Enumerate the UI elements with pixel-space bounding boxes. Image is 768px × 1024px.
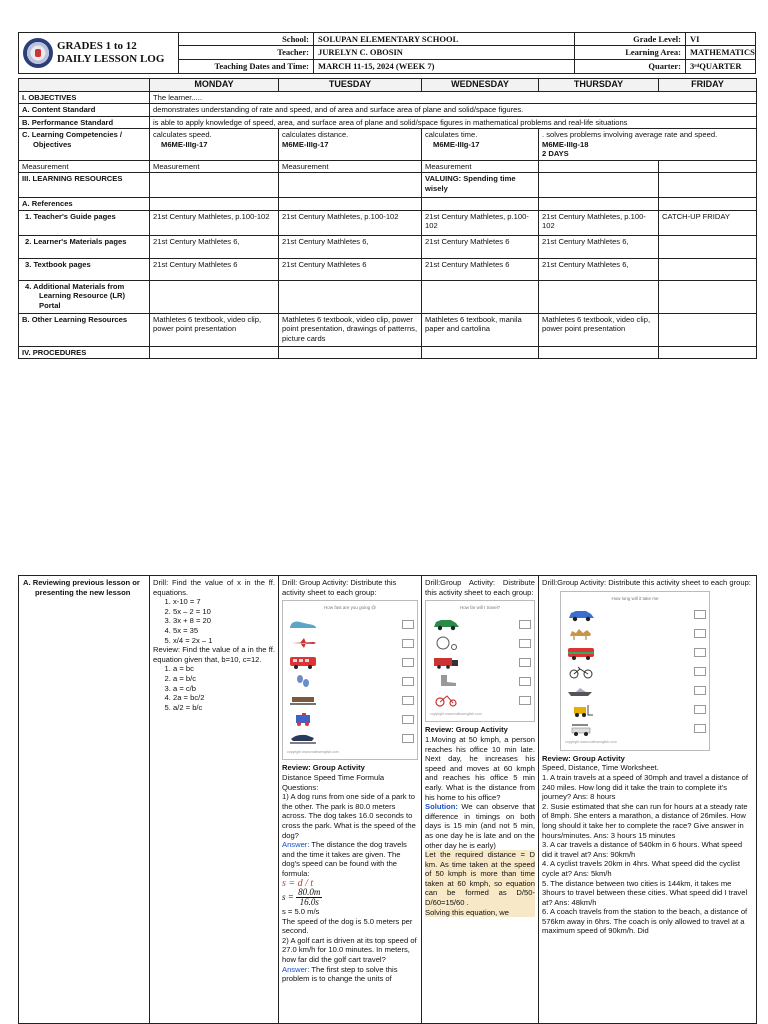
activity-sheet-row [561, 605, 709, 624]
resources-monday [150, 173, 279, 198]
answer-box[interactable] [694, 648, 706, 657]
equation-item: 2. 5x – 2 = 10 [173, 607, 275, 617]
measurement-tuesday: Measurement [279, 160, 422, 173]
activity-sheet-row [561, 662, 709, 681]
textbook-wednesday: 21st Century Mathletes 6 [422, 258, 539, 280]
monday-review-list [153, 664, 275, 712]
teachers-guide-tuesday: 21st Century Mathletes, p.100-102 [279, 210, 422, 235]
activity-sheet-row [561, 681, 709, 700]
resources-thursday [539, 173, 659, 198]
review-item: 4. 2a = bc/2 [173, 693, 275, 703]
competency-text: calculates time. [425, 130, 478, 139]
answer-box[interactable] [694, 629, 706, 638]
content-standard-label: A. Content Standard [19, 104, 150, 117]
additional-materials-friday [659, 280, 757, 313]
fraction [296, 888, 322, 907]
competency-tuesday [279, 129, 422, 161]
school-label: School: [179, 33, 313, 46]
day-thursday: THURSDAY [539, 79, 659, 92]
monday-review: Review: Find the value of a in the ff. equation given that, b=10, c=12. [153, 645, 275, 664]
thursday-review-subtitle: Speed, Distance, Time Worksheet. [542, 763, 659, 773]
answer-box[interactable] [402, 639, 414, 648]
teacher-value: JURELYN C. OBOSIN [313, 46, 574, 59]
competency-code: M6ME-IIIg-18 [542, 139, 589, 149]
competencies-row [19, 129, 757, 161]
competencies-label: C. Learning Competencies / Objectives [19, 129, 150, 161]
learners-materials-friday [659, 235, 757, 258]
golf-cart-icon [564, 722, 598, 736]
references-row [19, 198, 757, 211]
competency-text: calculates distance. [282, 130, 349, 139]
car-icon [429, 617, 463, 631]
plane-icon [286, 636, 320, 650]
bicycle-icon [564, 665, 598, 679]
log-title [57, 40, 164, 66]
title-line-2: DAILY LESSON LOG [57, 53, 165, 65]
tuesday-answer-1b: The speed of the dog is 5.0 meters per second. [282, 916, 413, 936]
wednesday-activity-sheet [425, 600, 535, 722]
train-icon [429, 655, 463, 669]
competency-code: M6ME-IIIg-17 [161, 139, 208, 149]
teacher-label: Teacher: [179, 46, 313, 59]
teachers-guide-row [19, 210, 757, 235]
procedures-monday [150, 346, 279, 359]
textbook-tuesday: 21st Century Mathletes 6 [279, 258, 422, 280]
reviewing-thursday [539, 576, 757, 1024]
activity-sheet-copyright: copyright www.mathsenglish.com [287, 749, 339, 754]
reviewing-lesson-row [19, 576, 757, 1024]
answer-label: Answer: [282, 840, 310, 850]
thursday-review-title: Review: Group Activity [542, 753, 625, 763]
wednesday-solution [425, 802, 535, 850]
tuesday-review-title: Review: Group Activity [282, 763, 365, 773]
penny-farthing-icon [429, 636, 463, 650]
other-resources-tuesday: Mathletes 6 textbook, video clip, power point presentation, drawings of patterns, picture cards [279, 313, 422, 346]
car-icon [564, 608, 598, 622]
other-resources-wednesday: Mathletes 6 textbook, manila paper and cartolina [422, 313, 539, 346]
review-item: 2. a = b/c [173, 674, 275, 684]
learners-materials-monday: 21st Century Mathletes 6, [150, 235, 279, 258]
learners-materials-label: 2. Learner's Materials pages [19, 235, 150, 258]
activity-sheet-row [283, 729, 417, 748]
learners-materials-tuesday: 21st Century Mathletes 6, [279, 235, 422, 258]
quarter-label: Quarter: [648, 61, 681, 72]
fraction-numerator: 80.0m [298, 887, 321, 898]
activity-sheet-title: How fast are you going @ [324, 605, 376, 611]
tuesday-result: s = 5.0 m/s [282, 907, 320, 917]
additional-materials-thursday [539, 280, 659, 313]
competency-code: M6ME-IIIg-17 [433, 139, 480, 149]
additional-materials-wednesday [422, 280, 539, 313]
monday-drill: Drill: Find the value of x in the ff. equations. [153, 578, 275, 597]
answer-box[interactable] [519, 658, 531, 667]
activity-sheet-title: How far will I travel? [459, 605, 501, 611]
tuesday-answer-1 [282, 840, 418, 878]
textbook-label: 3. Textbook pages [19, 258, 150, 280]
other-resources-friday [659, 313, 757, 346]
answer-box[interactable] [402, 677, 414, 686]
speed-fraction [282, 888, 418, 907]
thursday-problem: 1. A train travels at a speed of 30mph and travel a distance of 240 miles. How long did it take the train to complete it's journey? Ans: 8 hours [542, 772, 749, 802]
activity-sheet-row [561, 643, 709, 662]
activity-sheet-row [283, 672, 417, 691]
other-resources-label: B. Other Learning Resources [19, 313, 150, 346]
equation-item: 1. x-10 = 7 [173, 597, 275, 607]
review-item: 3. a = c/b [173, 684, 275, 694]
measurement-monday: Measurement [150, 160, 279, 173]
fraction-denominator: 16.0s [299, 897, 319, 908]
review-item: 5. a/2 = b/c [173, 703, 275, 713]
other-resources-monday: Mathletes 6 textbook, video clip, power point presentation [150, 313, 279, 346]
content-standard-text: demonstrates understanding of rate and speed, and of area and surface area of plane and solid/space figures. [150, 104, 757, 117]
competency-thursday [539, 129, 757, 161]
procedures-tuesday [279, 346, 422, 359]
boot-icon [429, 674, 463, 688]
textbook-row [19, 258, 757, 280]
grade-label: Grade Level: [575, 33, 685, 46]
corner-cell [19, 79, 150, 92]
procedures-heading: IV. PROCEDURES [19, 346, 150, 359]
camel-icon [564, 627, 598, 641]
additional-materials-tuesday [279, 280, 422, 313]
learners-materials-thursday: 21st Century Mathletes 6, [539, 235, 659, 258]
answer-box[interactable] [519, 677, 531, 686]
reviewing-wednesday [422, 576, 539, 1024]
area-label: Learning Area: [575, 46, 685, 59]
activity-sheet-row [426, 653, 534, 672]
area-value: MATHEMATICS [685, 46, 755, 59]
references-friday [659, 198, 757, 211]
procedures-friday [659, 346, 757, 359]
teachers-guide-monday: 21st Century Mathletes, p.100-102 [150, 210, 279, 235]
answer-box[interactable] [519, 696, 531, 705]
equation-item: 3. 3x + 8 = 20 [173, 616, 275, 626]
answer-box[interactable] [694, 705, 706, 714]
learner-text: The learner..... [150, 91, 757, 104]
grade-value: VI [685, 33, 755, 46]
reviewing-tuesday [279, 576, 422, 1024]
resources-tuesday [279, 173, 422, 198]
activity-sheet-row [283, 710, 417, 729]
quarter-number: 3 [690, 61, 695, 72]
bus-icon [564, 646, 598, 660]
procedures-table [18, 575, 757, 1024]
activity-sheet-row [283, 615, 417, 634]
resources-heading: III. LEARNING RESOURCES [19, 173, 150, 198]
additional-materials-label: 4. Additional Materials from Learning Resource (LR) Portal [19, 280, 150, 313]
textbook-friday [659, 258, 757, 280]
textbook-thursday: 21st Century Mathletes 6, [539, 258, 659, 280]
deped-seal-icon [23, 38, 53, 68]
activity-sheet-copyright: copyright www.mathsenglish.com [430, 711, 482, 716]
objectives-row [19, 91, 757, 104]
lesson-plan-table [18, 78, 757, 359]
references-wednesday [422, 198, 539, 211]
answer-text: The first step to solve this problem is to change the units of [282, 964, 398, 984]
textbook-monday: 21st Century Mathletes 6 [150, 258, 279, 280]
activity-sheet-row [426, 615, 534, 634]
thursday-problem: 3. A car travels a distance of 540km in 6 hours. What speed did it travel at? Ans: 90km/h [542, 840, 743, 859]
answer-box[interactable] [694, 667, 706, 676]
answer-box[interactable] [694, 724, 706, 733]
answer-box[interactable] [519, 639, 531, 648]
answer-box[interactable] [402, 696, 414, 705]
wednesday-question-1: 1.Moving at 50 kmph, a person reaches his office 10 min late. Next day, he increases his speed and moves at 60 kmph and reaches his office 5 min early. What is the distance from his home to his office? [425, 734, 535, 802]
quarter-value [685, 60, 755, 73]
day-header-row [19, 79, 757, 92]
tuesday-question-2: 2) A golf cart is driven at its top speed of 27.0 km/h for 10.0 minutes. In meters, how far did the golf cart travel? [282, 935, 417, 965]
resources-friday [659, 173, 757, 198]
equation-item: 5. x/4 = 2x – 1 [173, 636, 275, 646]
bus-icon [286, 655, 320, 669]
procedures-row [19, 346, 757, 359]
activity-sheet-row [283, 653, 417, 672]
procedures-wednesday [422, 346, 539, 359]
competency-code: M6ME-IIIg-17 [282, 139, 329, 149]
activity-sheet-row [426, 634, 534, 653]
day-tuesday: TUESDAY [279, 79, 422, 92]
thursday-drill: Drill:Group Activity: Distribute this activity sheet to each group: [542, 578, 751, 587]
header [18, 32, 756, 74]
shoe-icon [286, 617, 320, 631]
teachers-guide-thursday: 21st Century Mathletes, p.100-102 [539, 210, 659, 235]
teachers-guide-wednesday: 21st Century Mathletes, p.100-102 [422, 210, 539, 235]
thursday-problem: 4. A cyclist travels 20km in 4hrs. What speed did the cyclist cycle at? Ans: 5km/h [542, 859, 740, 878]
objectives-heading: I. OBJECTIVES [19, 91, 150, 104]
activity-sheet-row [561, 719, 709, 738]
learners-materials-wednesday: 21st Century Mathletes 6 [422, 235, 539, 258]
equation-item: 4. 5x = 35 [173, 626, 275, 636]
catch-up-friday: CATCH-UP FRIDAY [659, 210, 757, 235]
activity-sheet-row [283, 691, 417, 710]
day-wednesday: WEDNESDAY [422, 79, 539, 92]
dates-value: MARCH 11-15, 2024 (WEEK 7) [313, 60, 574, 73]
tuesday-review-subtitle: Distance Speed Time Formula Questions: [282, 772, 385, 792]
measurement-thursday [539, 160, 659, 173]
measurement-friday [659, 160, 757, 173]
answer-box[interactable] [519, 620, 531, 629]
tricycle-icon [429, 693, 463, 707]
thursday-problem: 5. The distance between two cities is 144km, it takes me 3hours to travel between these cities. What speed did I travel at? Ans: 48km/h [542, 878, 748, 907]
dates-label: Teaching Dates and Time: [214, 61, 309, 72]
competency-duration: 2 DAYS [542, 149, 569, 158]
speed-formula: s = d / t [282, 877, 314, 889]
reviewing-lesson-label: A. Reviewing previous lesson or presenting the new lesson [19, 576, 150, 1024]
content-standard-row [19, 104, 757, 117]
monday-equation-list [153, 597, 275, 645]
wednesday-review-title: Review: Group Activity [425, 725, 508, 735]
tuesday-drill: Drill: Group Activity: Distribute this activity sheet to each group: [282, 578, 397, 597]
answer-box[interactable] [402, 715, 414, 724]
competency-monday [150, 129, 279, 161]
sled-icon [286, 693, 320, 707]
answer-box[interactable] [402, 658, 414, 667]
wednesday-equation-note: Let the required distance = D km. As time taken at the speed of 50 kmph is more than time taken at 60 kmph, so equation can be formed as D/50-D/60=15/60 . [425, 850, 535, 908]
day-friday: FRIDAY [659, 79, 757, 92]
references-monday [150, 198, 279, 211]
competency-text: calculates speed. [153, 130, 212, 139]
tuesday-activity-sheet [282, 600, 418, 760]
tuesday-question-1: 1) A dog runs from one side of a park to the other. The park is 80.0 meters across. The dog takes 16.0 seconds to cross the park. What is the speed of the dog? [282, 792, 416, 840]
references-label: A. References [19, 198, 150, 211]
answer-box[interactable] [694, 610, 706, 619]
activity-sheet-row [561, 700, 709, 719]
answer-text: The distance the dog travels and the time it takes are given. The dog's speed can be found with the formula: [282, 840, 407, 878]
answer-box[interactable] [694, 686, 706, 695]
activity-sheet-row [426, 691, 534, 710]
activity-sheet-row [426, 672, 534, 691]
tuesday-answer-2 [282, 965, 418, 984]
activity-sheet-row [561, 624, 709, 643]
snowmobile-icon [286, 731, 320, 745]
learners-materials-row [19, 235, 757, 258]
performance-standard-row [19, 116, 757, 129]
footprints-icon [286, 674, 320, 688]
answer-box[interactable] [402, 734, 414, 743]
solution-text: We can observe that difference in timings on both days is 15 min (and not 5 min, as one day he is late and on the other day he is early) [425, 802, 535, 850]
thursday-problem: 2. Susie estimated that she can run for hours at a steady rate of 8mph. She enters a marathon, a distance of 26miles. How long should it take her to complete the race? Give answer in hours/minutes. Ans: 3 hours 15 minutes [542, 801, 748, 840]
wednesday-drill: Drill:Group Activity: Distribute this activity sheet to each group: [425, 578, 535, 597]
performance-standard-text: is able to apply knowledge of speed, area, and surface area of plane and solid/space figures in mathematical problems and real-life situations [150, 116, 757, 129]
thursday-problem: 6. A coach travels from the station to the beach, a distance of 576km away in 6hrs. The coach is only allowed to travel at a maximum speed of 90km/h. Did [542, 907, 748, 936]
other-resources-row [19, 313, 757, 346]
review-item: 1. a = bc [173, 664, 275, 674]
day-monday: MONDAY [150, 79, 279, 92]
activity-sheet-title: How long will it take me [611, 595, 659, 601]
other-resources-thursday: Mathletes 6 textbook, video clip, power point presentation [539, 313, 659, 346]
title-line-1: GRADES 1 to 12 [57, 40, 137, 52]
additional-materials-row [19, 280, 757, 313]
header-school-info [179, 33, 575, 73]
measurement-row [19, 160, 757, 173]
forklift-icon [564, 703, 598, 717]
references-thursday [539, 198, 659, 211]
references-tuesday [279, 198, 422, 211]
answer-label: Answer: [282, 964, 310, 974]
speedboat-icon [564, 684, 598, 698]
additional-materials-monday [150, 280, 279, 313]
measurement-label: Measurement [19, 160, 150, 173]
procedures-thursday [539, 346, 659, 359]
valuing-text: VALUING: Spending time wisely [422, 173, 539, 198]
measurement-wednesday: Measurement [422, 160, 539, 173]
solution-label: Solution: [425, 802, 458, 812]
activity-sheet-copyright: copyright www.mathsenglish.com [565, 740, 617, 745]
thursday-activity-sheet [560, 591, 710, 751]
reviewing-monday [150, 576, 279, 1024]
competency-text: . solves problems involving average rate and speed. [542, 130, 718, 139]
header-class-info [575, 33, 755, 73]
header-logo-cell [19, 33, 179, 73]
activity-sheet-row [283, 634, 417, 653]
toy-train-icon [286, 712, 320, 726]
performance-standard-label: B. Performance Standard [19, 116, 150, 129]
fraction-prefix: s = [282, 891, 297, 902]
teachers-guide-label: 1. Teacher's Guide pages [19, 210, 150, 235]
school-value: SOLUPAN ELEMENTARY SCHOOL [313, 33, 574, 46]
competency-wednesday [422, 129, 539, 161]
quarter-text: QUARTER [699, 61, 742, 72]
wednesday-solve-note: Solving this equation, we [425, 908, 535, 918]
resources-row [19, 173, 757, 198]
answer-box[interactable] [402, 620, 414, 629]
quarter-suffix: rd [694, 63, 700, 69]
